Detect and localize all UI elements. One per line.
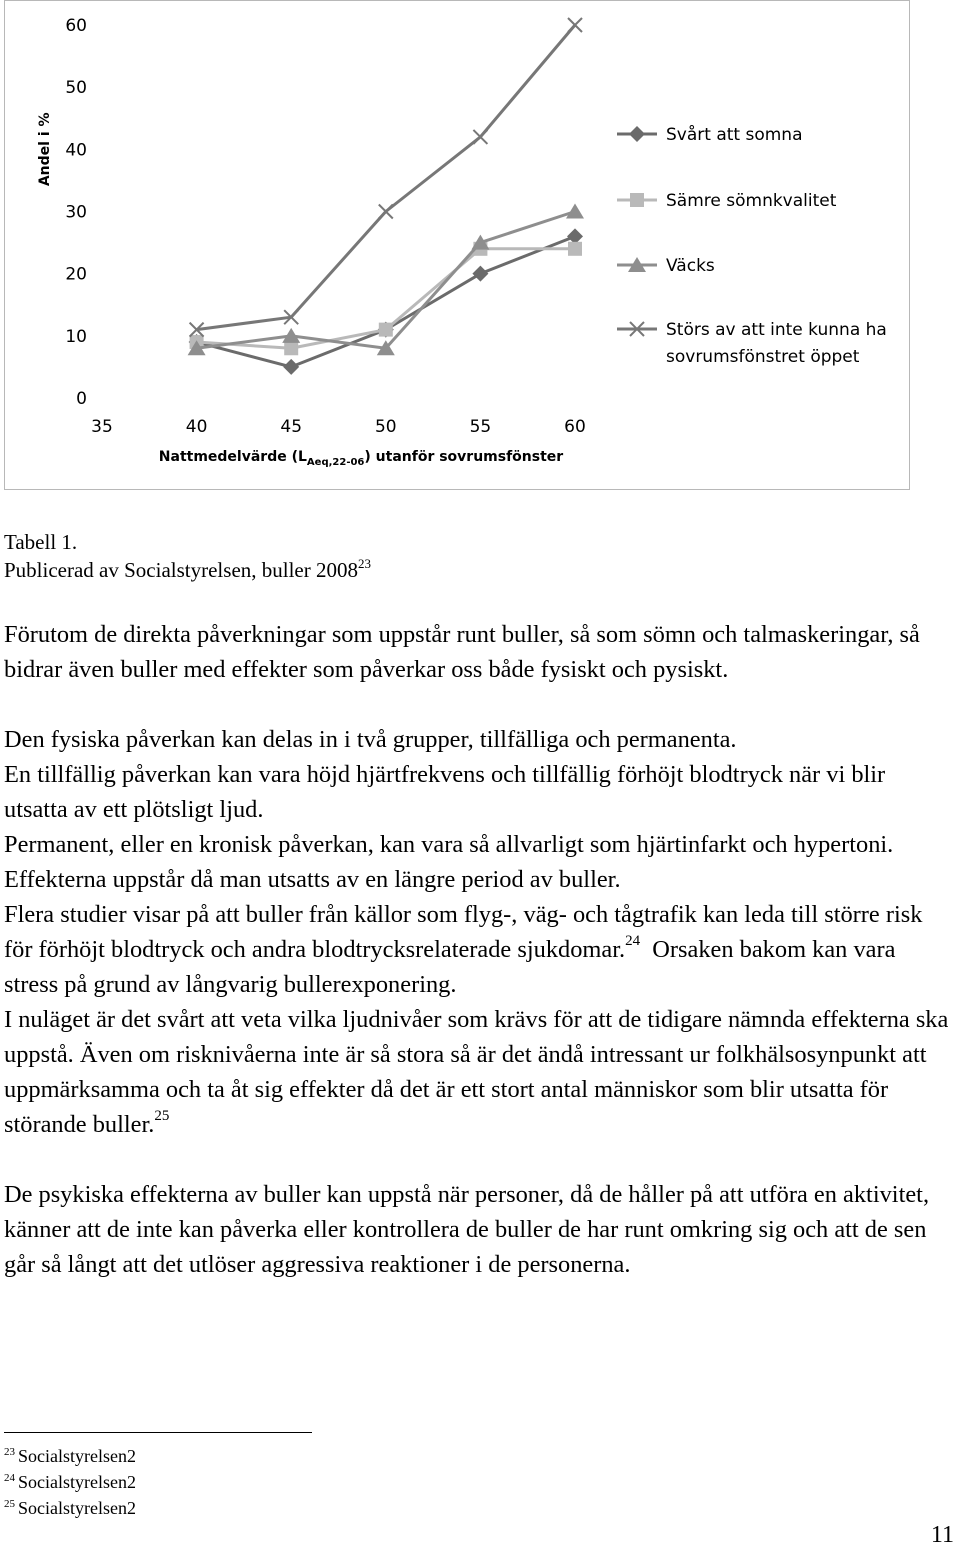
footnotes [4, 1443, 136, 1521]
x-tick-label: 60 [564, 417, 586, 437]
x-axis-label [159, 449, 564, 468]
data-point-series-4 [473, 130, 487, 144]
paragraph-5-text-a: Flera studier visar på att buller från källor som flyg-, väg- och tågtrafik kan leda till större risk för förhöjt blodtryck och andra blodtrycksrelaterade sjukdomar. [4, 901, 923, 963]
x-tick-label: 45 [280, 417, 303, 437]
paragraph-6 [4, 1002, 954, 1142]
diamond-marker [629, 126, 645, 142]
series-line-4 [197, 25, 575, 330]
legend-label: Störs av att inte kunna ha [666, 320, 887, 340]
data-point-series-4 [379, 205, 393, 219]
data-point-series-1 [283, 359, 299, 375]
data-point-series-1 [472, 266, 488, 282]
diamond-marker [472, 266, 488, 282]
data-point-series-3 [566, 204, 584, 219]
footnote-number: 25 [4, 1498, 15, 1510]
footnote-ref-24: 24 [625, 933, 641, 949]
paragraph-3: En tillfällig påverkan kan vara höjd hjärtfrekvens och tillfällig förhöjt blodtryck när vi blir utsatta av ett plötsligt ljud. [4, 761, 886, 823]
paragraph-4: Permanent, eller en kronisk påverkan, kan vara så allvarligt som hjärtinfarkt och hypertoni. Effekterna uppstår då man utsatts av en längre period av buller. [4, 831, 894, 893]
footnote-number: 23 [4, 1446, 15, 1458]
paragraph-1: Förutom de direkta påverkningar som uppstår runt buller, så som sömn och talmaskeringar, så bidrar även buller med effekter som påverkar oss både fysiskt och pysiskt. [4, 621, 920, 683]
y-tick-label: 50 [65, 78, 87, 99]
triangle-marker [566, 204, 584, 219]
page-number: 11 [930, 1522, 954, 1548]
legend-marker [630, 193, 644, 207]
y-tick-label: 60 [65, 16, 87, 36]
footnote-divider [4, 1432, 312, 1433]
square-marker [379, 323, 393, 337]
data-point-series-2 [284, 341, 298, 355]
footnote-23 [4, 1443, 136, 1469]
x-tick-label: 50 [374, 417, 397, 437]
paragraph-5-text-b: Orsaken bakom kan vara stress på grund av långvarig bullerexponering. [4, 936, 902, 998]
footnote-number: 24 [4, 1472, 15, 1484]
x-tick-label: 40 [185, 417, 208, 437]
x-axis-label-subscript: Aeq,22-06 [306, 457, 365, 468]
square-marker [568, 242, 582, 256]
legend-label: Sämre sömnkvalitet [666, 191, 837, 211]
paragraph-5 [4, 897, 954, 1002]
footnote-24 [4, 1469, 136, 1495]
data-point-series-4 [568, 18, 582, 32]
chart-container [4, 0, 910, 490]
y-tick-label: 20 [65, 264, 87, 285]
square-marker [630, 193, 644, 207]
caption-source [4, 556, 371, 584]
legend-label: sovrumsfönstret öppet [666, 347, 860, 367]
body-text [4, 617, 954, 1282]
caption-label: Tabell 1. [4, 530, 78, 554]
data-point-series-2 [568, 242, 582, 256]
footnote-text: Socialstyrelsen2 [18, 1498, 136, 1518]
caption-footnote-ref: 23 [358, 556, 371, 571]
x-axis-label-prefix: Nattmedelvärde (L [158, 449, 307, 465]
y-tick-label: 0 [76, 389, 87, 409]
legend-marker [629, 126, 645, 142]
caption-source-text: Publicerad av Socialstyrelsen, buller 2008 [4, 558, 358, 582]
footnote-ref-25: 25 [154, 1108, 170, 1124]
square-marker [284, 341, 298, 355]
y-axis-label: Andel i % [37, 112, 53, 187]
paragraph-2: Den fysiska påverkan kan delas in i två grupper, tillfälliga och permanenta. [4, 726, 737, 753]
diamond-marker [283, 359, 299, 375]
y-tick-label: 40 [65, 140, 87, 161]
x-axis-label-suffix: ) utanför sovrumsfönster [364, 449, 564, 465]
paragraph-6-text: I nuläget är det svårt att veta vilka ljudnivåer som krävs för att de tidigare nämnda effekterna ska uppstå. Även om risknivåerna inte är så stora så är det ändå intressant ur folkhälsosynpunkt att uppmärksamma och ta åt sig effekter då det är ett stort antal människor som blir utsatta för störande buller. [4, 1006, 949, 1138]
data-point-series-2 [379, 323, 393, 337]
legend-label: Väcks [666, 256, 715, 276]
legend-label: Svårt att somna [666, 125, 803, 145]
footnote-text: Socialstyrelsen2 [18, 1472, 136, 1492]
line-chart [5, 1, 909, 489]
paragraph-7: De psykiska effekterna av buller kan uppstå när personer, då de håller på att utföra en aktivitet, känner att de inte kan påverka eller kontrollera de buller de har runt omkring sig och att de sen går så långt att det utlöser aggressiva reaktioner i de personerna. [4, 1181, 930, 1278]
x-tick-label: 35 [91, 417, 113, 437]
footnote-25 [4, 1495, 136, 1521]
x-tick-label: 55 [469, 417, 492, 437]
y-tick-label: 10 [65, 326, 87, 347]
figure-caption [4, 528, 371, 584]
footnote-text: Socialstyrelsen2 [18, 1446, 136, 1466]
y-tick-label: 30 [65, 202, 87, 223]
